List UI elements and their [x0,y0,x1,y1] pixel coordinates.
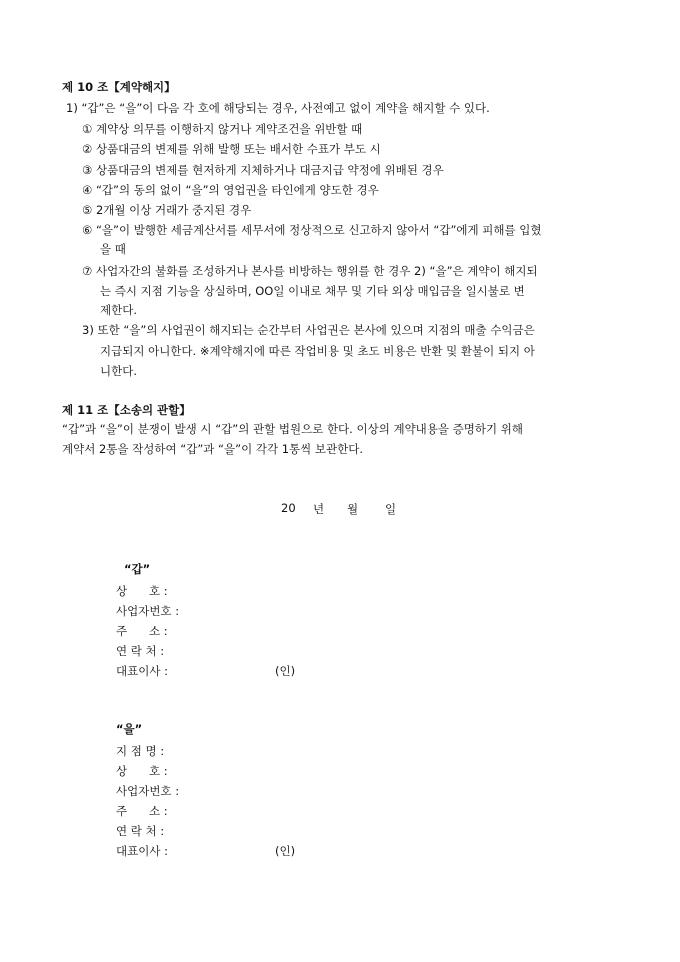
party-a-contact-label: 연 락 처 : [116,644,165,658]
article-10-item-4: ④ “갑”의 동의 없이 “을”의 영업권을 타인에게 양도한 경우 [82,183,379,197]
party-a-name: “갑” [124,562,151,576]
party-b-contact-label: 연 락 처 : [116,824,165,838]
party-a-business-no-label: 사업자번호 : [116,604,180,618]
party-b-ceo-label: 대표이사 : [116,844,168,858]
party-b-company-label: 상 호 : [116,764,168,778]
party-b-branch-label: 지 점 명 : [116,744,165,758]
article-10-clause-3: 3) 또한 “을”의 사업권이 해지되는 순간부터 사업권은 본사에 있으며 지점의 매출 수익금은 [82,323,535,337]
date-year: 20 [281,501,296,515]
article-10-item-6: ⑥ “을”이 발행한 세금계산서를 세무서에 정상적으로 신고하지 않아서 “갑”에게 피해를 입혔 [82,223,542,237]
article-10-item-7: ⑦ 사업자간의 불화를 조성하거나 본사를 비방하는 행위를 한 경우 2) “을”은 계약이 해지되 [82,264,538,278]
article-11-line-1: “갑”과 “을”이 분쟁이 발생 시 “갑”의 관할 법원으로 한다. 이상의 계약내용을 증명하기 위해 [62,422,523,436]
party-a-seal: (인) [275,664,296,678]
article-10-item-5: ⑤ 2개월 이상 거래가 중지된 경우 [82,203,252,217]
party-a-company-label: 상 호 : [116,584,168,598]
article-10-item-6-cont: 을 때 [100,242,126,256]
date-year-unit: 년 [313,502,325,516]
party-b-address-label: 주 소 : [116,804,168,818]
party-b-seal: (인) [275,844,296,858]
party-b-name: “을” [116,722,143,736]
party-a-ceo-label: 대표이사 : [116,664,168,678]
article-11-line-2: 계약서 2통을 작성하여 “갑”과 “을”이 각각 1통씩 보관한다. [62,442,363,456]
article-10-clause-3-cont-2: 니한다. [100,364,137,378]
article-10-clause-3-cont-1: 지급되지 아니한다. ※계약해지에 따른 작업비용 및 초도 비용은 반환 및 환불이 되지 아 [100,344,535,358]
date-day-unit: 일 [385,502,397,516]
party-a-address-label: 주 소 : [116,624,168,638]
article-10-item-7-cont-1: 는 즉시 지점 기능을 상실하며, OO일 이내로 채무 및 기타 외상 매입금을 일시불로 변 [100,284,525,298]
article-11-heading: 제 11 조【소송의 관할】 [62,403,191,417]
article-10-clause-1: 1) “갑”은 “을”이 다음 각 호에 해당되는 경우, 사전예고 없이 계약을 해지할 수 있다. [66,101,490,115]
article-10-item-7-cont-2: 제한다. [100,303,137,317]
party-b-business-no-label: 사업자번호 : [116,784,180,798]
date-month-unit: 월 [347,502,359,516]
article-10-heading: 제 10 조【계약해지】 [62,80,176,94]
article-10-item-2: ② 상품대금의 변제를 위해 발행 또는 배서한 수표가 부도 시 [82,142,381,156]
article-10-item-3: ③ 상품대금의 변제를 현저하게 지체하거나 대금지급 약정에 위배된 경우 [82,163,444,177]
article-10-item-1: ① 계약상 의무를 이행하지 않거나 계약조건을 위반할 때 [82,122,363,136]
